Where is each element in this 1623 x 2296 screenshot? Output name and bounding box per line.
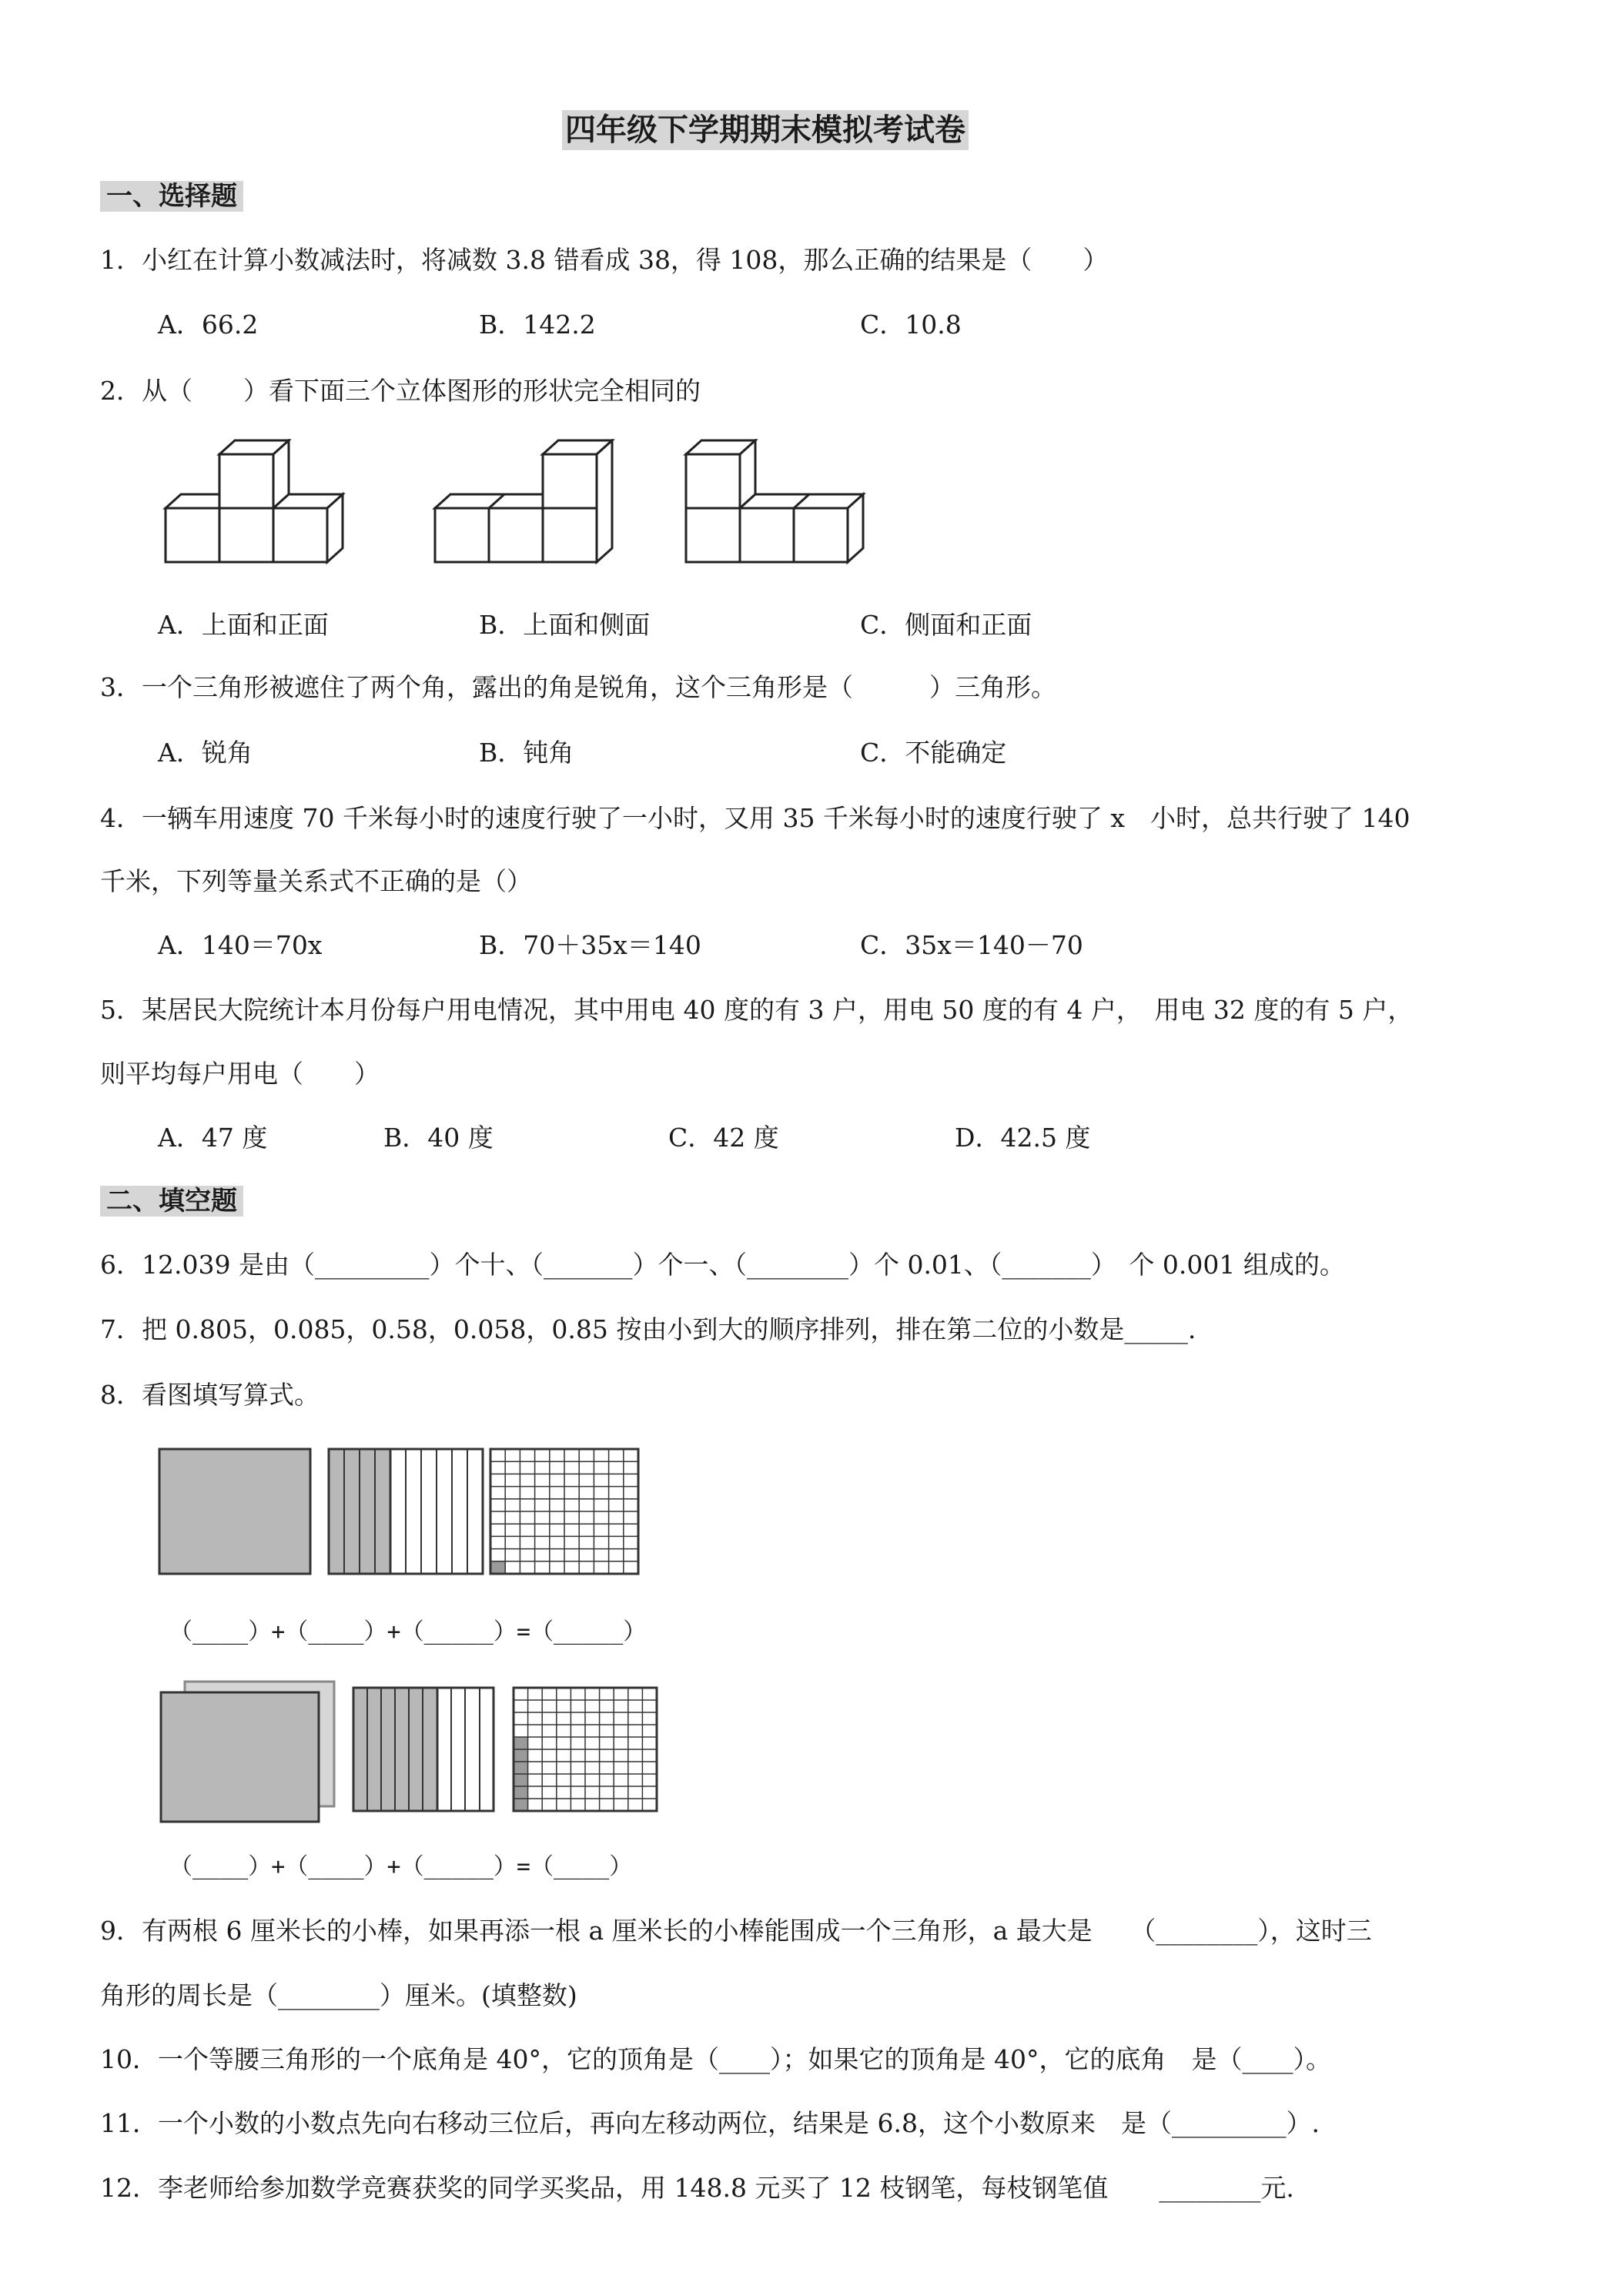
shaded-cell xyxy=(514,1737,528,1749)
q8-row1-svg xyxy=(158,1448,651,1578)
q8-formula-2: （____）+（____）+（_____）=（____） xyxy=(169,1853,633,1880)
q1-stem: 1．小红在计算小数减法时，将减数 3.8 错看成 38，得 108，那么正确的结果是（ ） xyxy=(100,245,1109,275)
q8-formula-1: （____）+（____）+（_____）=（_____） xyxy=(169,1618,647,1645)
q8-figure-row1 xyxy=(158,1448,651,1578)
q2-stem: 2．从（ ）看下面三个立体图形的形状完全相同的 xyxy=(100,376,701,406)
q5-option-b: B．40 度 xyxy=(383,1123,494,1153)
shaded-cell xyxy=(514,1786,528,1799)
tenths-strips xyxy=(329,1449,483,1574)
q4-option-c: C．35x＝140－70 xyxy=(860,930,1083,960)
q5-option-a: A．47 度 xyxy=(158,1123,268,1153)
q1-option-a: A．66.2 xyxy=(158,310,259,340)
q7-text: 7．把 0.805，0.085，0.58，0.058，0.85 按由小到大的顺序排列，排在第二位的小数是_____. xyxy=(100,1314,1196,1344)
section-heading-choice: 一、选择题 xyxy=(100,181,243,212)
hundredths-grid xyxy=(490,1449,638,1574)
q5-option-c: C．42 度 xyxy=(668,1123,779,1153)
q11-text: 11．一个小数的小数点先向右移动三位后，再向左移动两位，结果是 6.8，这个小数原来 是（_________）. xyxy=(100,2108,1320,2138)
q2-cubes-svg xyxy=(160,439,868,577)
q3-option-c: C．不能确定 xyxy=(860,738,1007,768)
section-heading-fill: 二、填空题 xyxy=(100,1186,243,1217)
q4-option-a: A．140＝70x xyxy=(158,930,323,960)
q2-option-b: B．上面和侧面 xyxy=(479,610,651,640)
cube-figure-3 xyxy=(686,440,863,562)
tenths-strips-2 xyxy=(353,1688,494,1811)
q2-solid-figures xyxy=(160,439,868,577)
q4-stem-line2: 千米，下列等量关系式不正确的是（） xyxy=(100,866,532,896)
q9-line2: 角形的周长是（________）厘米。(填整数) xyxy=(100,1980,577,2010)
shaded-cell xyxy=(514,1774,528,1786)
q4-stem-line1: 4．一辆车用速度 70 千米每小时的速度行驶了一小时，又用 35 千米每小时的速度行驶了 x 小时，总共行驶了 140 xyxy=(100,803,1411,833)
q8-figure-row2 xyxy=(158,1678,697,1825)
full-square xyxy=(159,1449,310,1574)
q1-option-c: C．10.8 xyxy=(860,310,962,340)
q2-option-c: C．侧面和正面 xyxy=(860,610,1032,640)
q8-row2-svg xyxy=(158,1678,697,1825)
q1-option-b: B．142.2 xyxy=(479,310,596,340)
q5-stem-line2: 则平均每户用电（ ） xyxy=(100,1059,380,1089)
stacked-squares xyxy=(161,1682,334,1822)
q4-option-b: B．70＋35x＝140 xyxy=(479,930,701,960)
q3-option-a: A．锐角 xyxy=(158,738,253,768)
shaded-cell xyxy=(490,1561,505,1574)
cube-figure-1 xyxy=(166,440,343,562)
q2-option-a: A．上面和正面 xyxy=(158,610,329,640)
q3-option-b: B．钝角 xyxy=(479,738,574,768)
shaded-cell xyxy=(514,1749,528,1762)
page-title: 四年级下学期期末模拟考试卷 xyxy=(562,110,969,150)
q8-stem: 8．看图填写算式。 xyxy=(100,1380,320,1410)
shaded-cell xyxy=(514,1762,528,1774)
shaded-cell xyxy=(514,1799,528,1811)
q12-text: 12．李老师给参加数学竞赛获奖的同学买奖品，用 148.8 元买了 12 枝钢笔，每枝钢笔值 ________元. xyxy=(100,2173,1294,2203)
q5-option-d: D．42.5 度 xyxy=(955,1123,1091,1153)
q3-stem: 3．一个三角形被遮住了两个角，露出的角是锐角，这个三角形是（ ）三角形。 xyxy=(100,672,1056,702)
cube-figure-2 xyxy=(435,440,612,562)
q9-line1: 9．有两根 6 厘米长的小棒，如果再添一根 a 厘米长的小棒能围成一个三角形，a 最大是 （________），这时三 xyxy=(100,1916,1372,1946)
q10-text: 10．一个等腰三角形的一个底角是 40°，它的顶角是（____）；如果它的顶角是 40°，它的底角 是（____）。 xyxy=(100,2044,1331,2074)
q6-text: 6．12.039 是由（_________）个十、（_______）个一、（________）个 0.01、（_______） 个 0.001 组成的。 xyxy=(100,1250,1345,1280)
hundredths-grid-2 xyxy=(514,1688,657,1811)
q5-stem-line1: 5．某居民大院统计本月份每户用电情况，其中用电 40 度的有 3 户，用电 50 度的有 4 户， 用电 32 度的有 5 户， xyxy=(100,995,1414,1025)
